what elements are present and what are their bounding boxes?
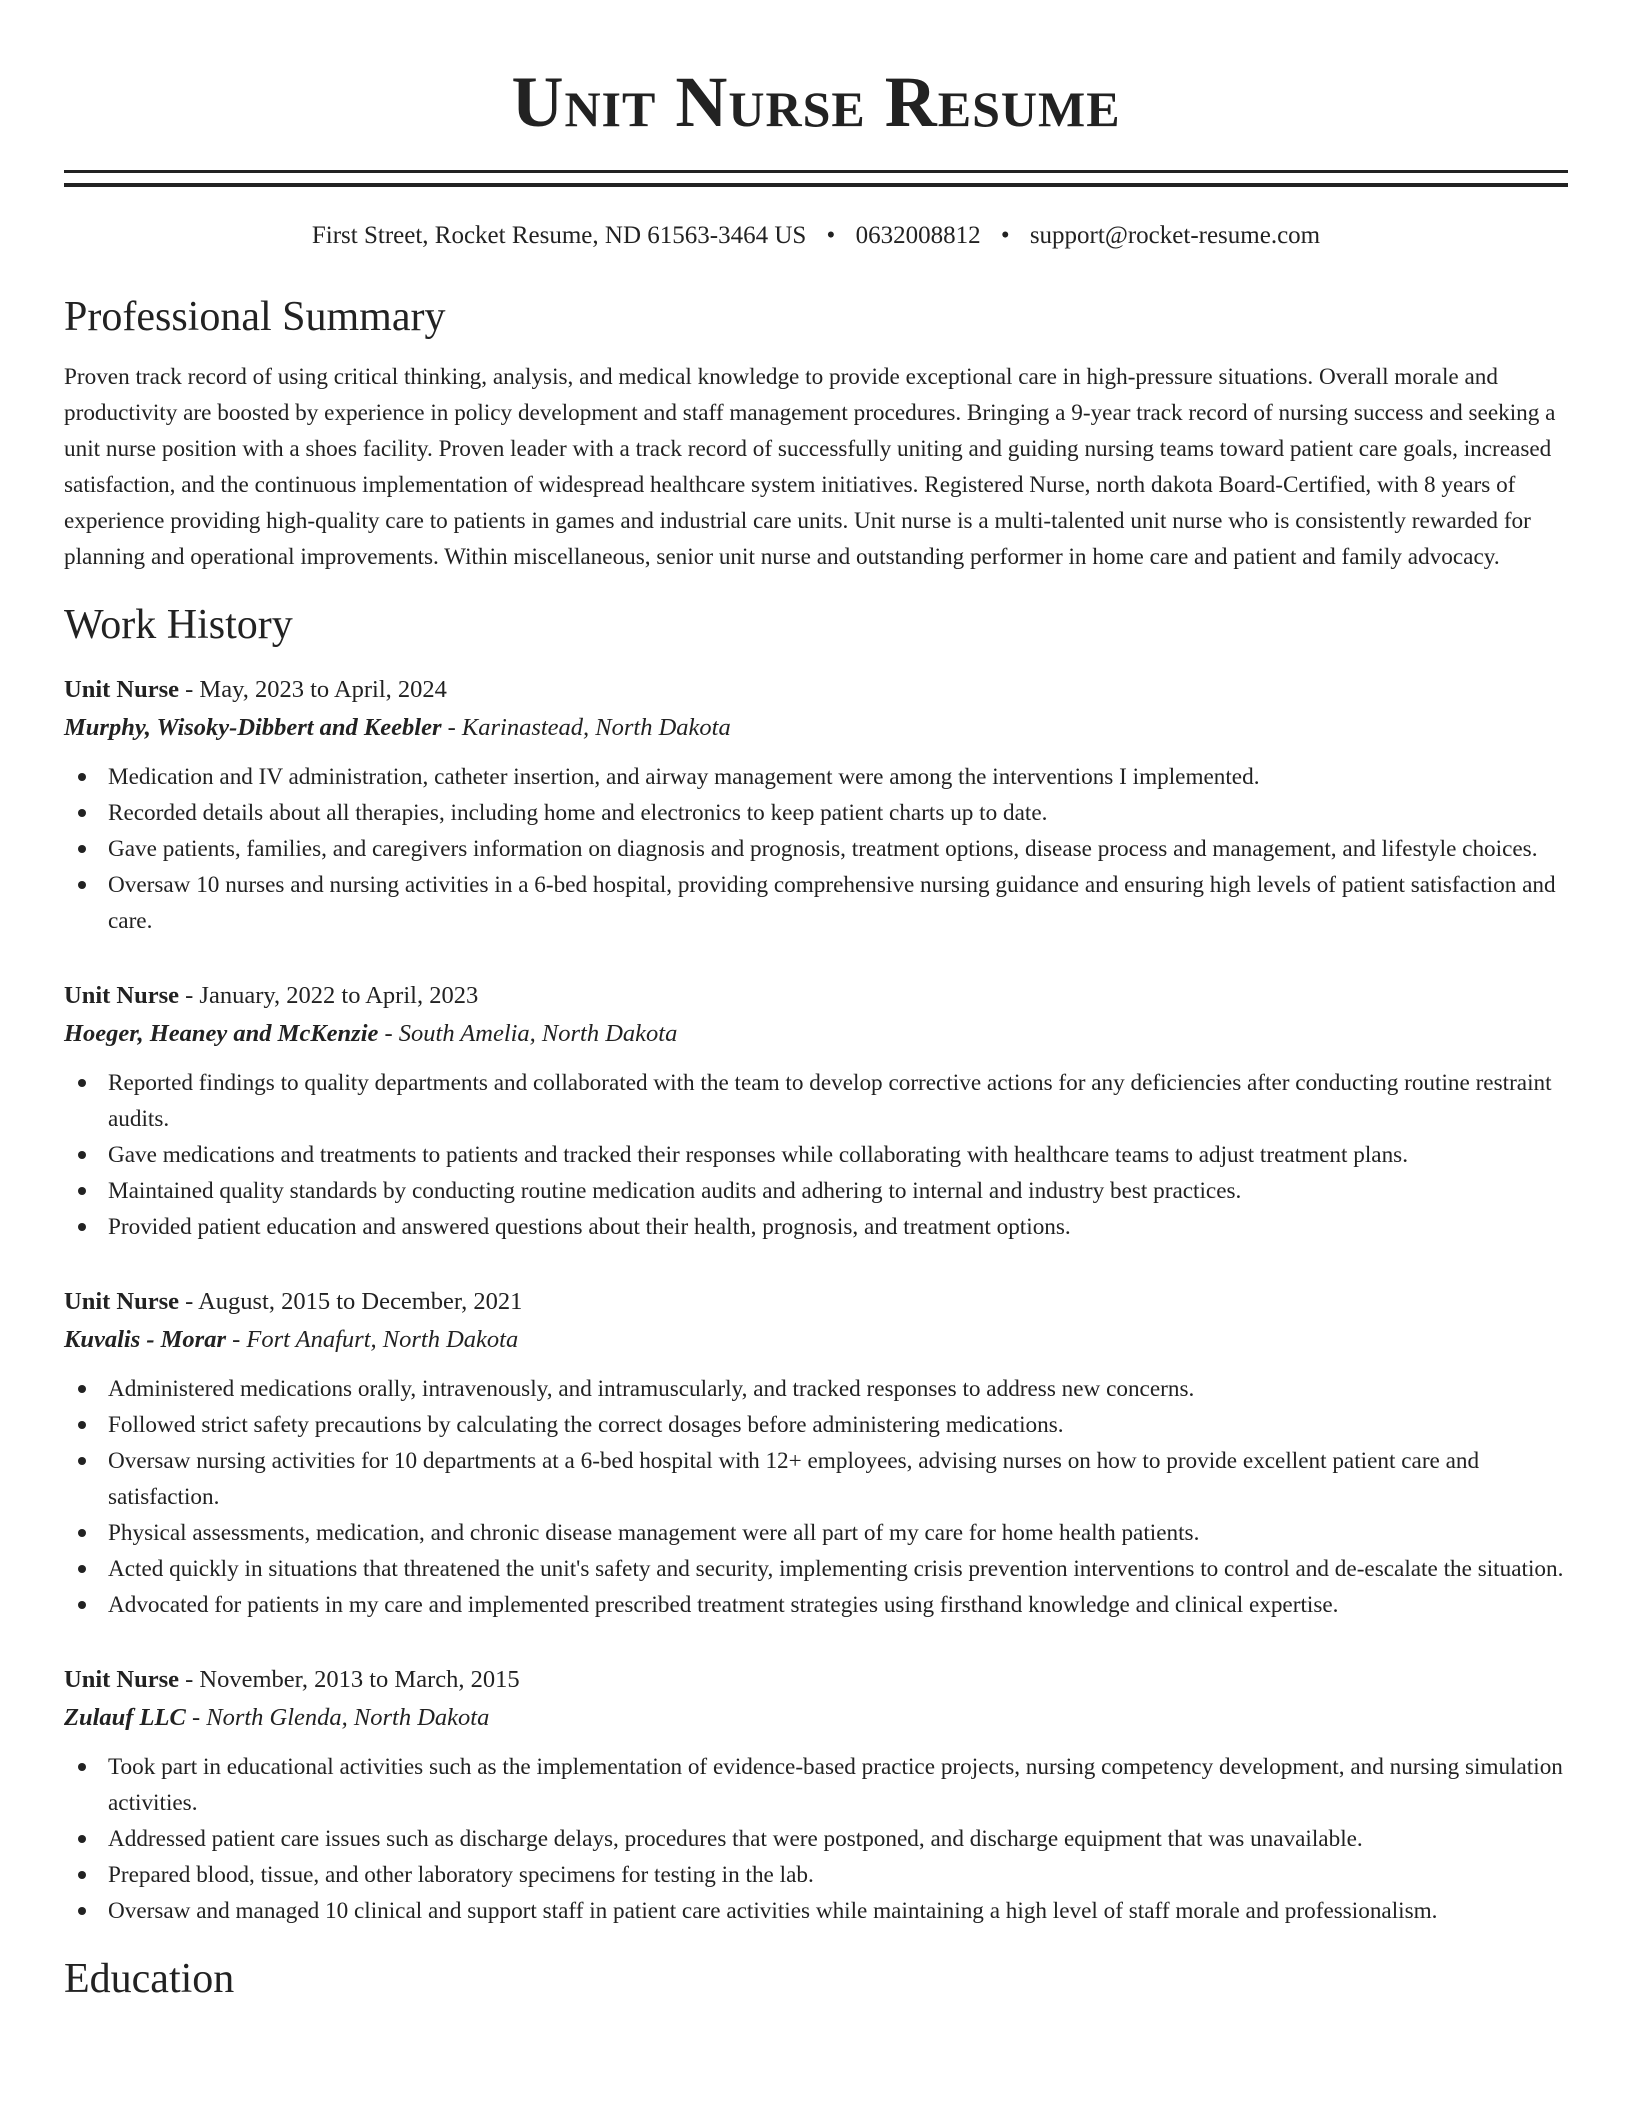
education-heading: Education (64, 1956, 235, 2002)
bullet-dot-icon (78, 1601, 86, 1609)
list-item (64, 1587, 1568, 1623)
job-dates: - August, 2015 to December, 2021 (179, 1288, 523, 1315)
list-item (64, 1209, 1568, 1245)
bullet-text: Maintained quality standards by conducting routine medication audits and adhering to internal and industry best practices. (108, 1178, 1242, 1204)
job-role: Unit Nurse (64, 1288, 180, 1315)
bullet-text: Administered medications orally, intravenously, and intramuscularly, and tracked responses to address new concerns. (108, 1376, 1195, 1402)
bullet-dot-icon (78, 1151, 86, 1159)
job-title-line (64, 977, 1568, 1015)
job-title-line (64, 1661, 1568, 1699)
bullet-text: Gave medications and treatments to patients and tracked their responses while collaborating with healthcare teams to adjust treatment plans. (108, 1142, 1409, 1168)
list-item (64, 1821, 1568, 1857)
bullet-text: Followed strict safety precautions by calculating the correct dosages before administering medications. (108, 1412, 1064, 1438)
job-bullet-list (64, 1371, 1568, 1623)
bullet-dot-icon (78, 1385, 86, 1393)
bullet-text: Advocated for patients in my care and implemented prescribed treatment strategies using firsthand knowledge and clinical expertise. (108, 1592, 1339, 1618)
title-divider (64, 170, 1568, 187)
company-name: Hoeger, Heaney and McKenzie (64, 1020, 379, 1047)
bullet-text: Reported findings to quality departments and collaborated with the team to develop corrective actions for any deficiencies after conducting routine restraint audits. (108, 1070, 1552, 1132)
job-entry (64, 1283, 1568, 1623)
contact-email: support@rocket-resume.com (1029, 222, 1321, 249)
work-history-heading: Work History (64, 602, 293, 648)
bullet-text: Medication and IV administration, catheter insertion, and airway management were among the interventions I implemented. (108, 764, 1260, 790)
bullet-dot-icon (78, 1529, 86, 1537)
job-role: Unit Nurse (64, 676, 180, 703)
bullet-dot-icon (78, 1223, 86, 1231)
contact-address: First Street, Rocket Resume, ND 61563-3464 US (311, 222, 807, 249)
bullet-dot-icon (78, 845, 86, 853)
job-entry (64, 977, 1568, 1245)
list-item (64, 795, 1568, 831)
company-line (64, 1321, 1568, 1359)
list-item (64, 1137, 1568, 1173)
bullet-text: Addressed patient care issues such as discharge delays, procedures that were postponed, and discharge equipment that was unavailable. (108, 1826, 1363, 1852)
list-item (64, 1857, 1568, 1893)
list-item (64, 1893, 1568, 1929)
bullet-text: Oversaw nursing activities for 10 departments at a 6-bed hospital with 12+ employees, advising nurses on how to provide excellent patient care and satisfaction. (108, 1448, 1480, 1510)
contact-line (64, 221, 1568, 251)
list-item (64, 1443, 1568, 1515)
list-item (64, 1407, 1568, 1443)
bullet-text: Physical assessments, medication, and chronic disease management were all part of my care for home health patients. (108, 1520, 1200, 1546)
company-location: - North Glenda, North Dakota (185, 1704, 490, 1731)
bullet-text: Oversaw 10 nurses and nursing activities in a 6-bed hospital, providing comprehensive nursing guidance and ensuring high levels of patient satisfaction and care. (108, 872, 1556, 934)
list-item (64, 1173, 1568, 1209)
job-role: Unit Nurse (64, 1666, 180, 1693)
list-item (64, 1065, 1568, 1137)
job-bullet-list (64, 1749, 1568, 1929)
bullet-text: Gave patients, families, and caregivers information on diagnosis and prognosis, treatment options, disease process and management, and lifestyle choices. (108, 836, 1538, 862)
bullet-text: Prepared blood, tissue, and other laboratory specimens for testing in the lab. (108, 1862, 814, 1888)
bullet-dot-icon (78, 881, 86, 889)
list-item (64, 1749, 1568, 1821)
resume-title: Unit Nurse Resume (511, 62, 1121, 142)
job-dates: - January, 2022 to April, 2023 (179, 982, 479, 1009)
resume-page (64, 0, 1568, 2005)
contact-separator: • (826, 222, 836, 249)
list-item (64, 1515, 1568, 1551)
company-line (64, 709, 1568, 747)
list-item (64, 759, 1568, 795)
work-history-list (64, 671, 1568, 1929)
job-dates: - November, 2013 to March, 2015 (179, 1666, 520, 1693)
list-item (64, 867, 1568, 939)
bullet-dot-icon (78, 1907, 86, 1915)
bullet-dot-icon (78, 809, 86, 817)
job-role: Unit Nurse (64, 982, 180, 1009)
bullet-dot-icon (78, 1835, 86, 1843)
bullet-dot-icon (78, 1457, 86, 1465)
job-bullet-list (64, 759, 1568, 939)
company-name: Kuvalis - Morar (64, 1326, 227, 1353)
company-location: - Karinastead, North Dakota (441, 714, 731, 741)
job-dates: - May, 2023 to April, 2024 (179, 676, 447, 703)
bullet-dot-icon (78, 1565, 86, 1573)
bullet-dot-icon (78, 1871, 86, 1879)
bullet-dot-icon (78, 1187, 86, 1195)
company-name: Murphy, Wisoky-Dibbert and Keebler (64, 714, 442, 741)
bullet-text: Acted quickly in situations that threatened the unit's safety and security, implementing crisis prevention interventions to control and de-escalate the situation. (108, 1556, 1564, 1582)
company-location: - South Amelia, North Dakota (378, 1020, 678, 1047)
bullet-text: Recorded details about all therapies, including home and electronics to keep patient charts up to date. (108, 800, 1048, 826)
bullet-text: Provided patient education and answered questions about their health, prognosis, and treatment options. (108, 1214, 1071, 1240)
bullet-dot-icon (78, 1763, 86, 1771)
bullet-text: Oversaw and managed 10 clinical and support staff in patient care activities while maintaining a high level of staff morale and professionalism. (108, 1898, 1438, 1924)
list-item (64, 1371, 1568, 1407)
summary-heading: Professional Summary (64, 294, 446, 340)
job-entry (64, 671, 1568, 939)
summary-text: Proven track record of using critical thinking, analysis, and medical knowledge to provide exceptional care in high-pressure situations. Overall morale and productivity are boosted by experience in policy development and staff management procedures. Bringing a 9-year track record of nursing success and seeking a unit nurse position with a shoes facility. Proven leader with a track record of successfully uniting and guiding nursing teams toward patient care goals, increased satisfaction, and the continuous implementation of widespread healthcare system initiatives. Registered Nurse, north dakota Board-Certified, with 8 years of experience providing high-quality care to patients in games and industrial care units. Unit nurse is a multi-talented unit nurse who is consistently rewarded for planning and operational improvements. Within miscellaneous, senior unit nurse and outstanding performer in home care and patient and family advocacy. (64, 364, 1556, 570)
bullet-text: Took part in educational activities such as the implementation of evidence-based practice projects, nursing competency development, and nursing simulation activities. (108, 1754, 1563, 1816)
contact-phone: 0632008812 (855, 222, 981, 249)
job-bullet-list (64, 1065, 1568, 1245)
company-location: - Fort Anafurt, North Dakota (226, 1326, 519, 1353)
company-line (64, 1699, 1568, 1737)
bullet-dot-icon (78, 773, 86, 781)
company-name: Zulauf LLC (64, 1704, 186, 1731)
job-entry (64, 1661, 1568, 1929)
company-line (64, 1015, 1568, 1053)
bullet-dot-icon (78, 1079, 86, 1087)
list-item (64, 1551, 1568, 1587)
list-item (64, 831, 1568, 867)
bullet-dot-icon (78, 1421, 86, 1429)
contact-separator: • (1000, 222, 1010, 249)
job-title-line (64, 671, 1568, 709)
job-title-line (64, 1283, 1568, 1321)
